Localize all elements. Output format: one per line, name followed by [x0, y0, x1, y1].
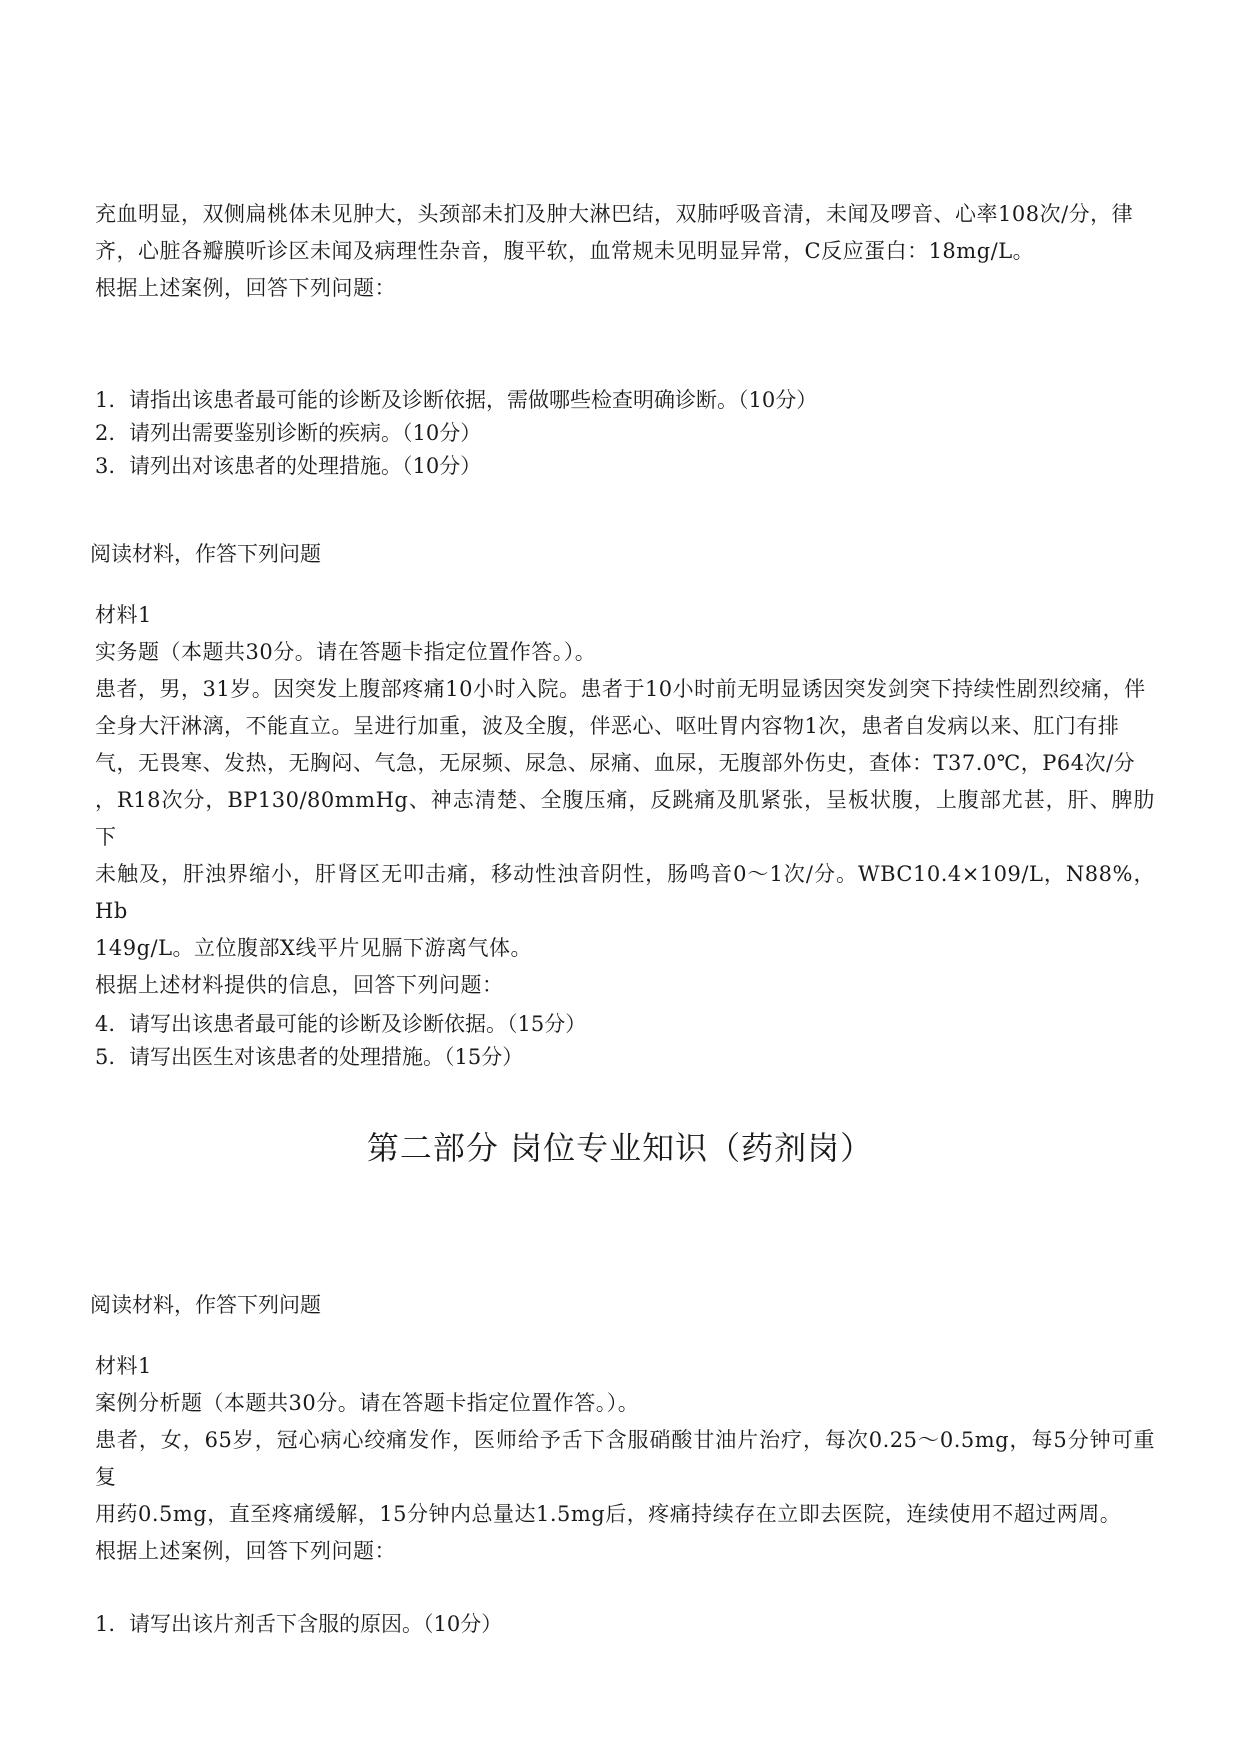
material-line: 气，无畏寒、发热，无胸闷、气急，无尿频、尿急、尿痛、血尿，无腹部外伤史，查体：T37.0℃，P64次/分: [95, 751, 1136, 775]
material-line: ，R18次分，BP130/80mmHg、神志清楚、全腹压痛，反跳痛及肌紧张，呈板状腹，上腹部尤甚，肝、脾肋下: [95, 788, 1155, 849]
material-line: 患者，女，65岁，冠心病心绞痛发作，医师给予舌下含服硝酸甘油片治疗，每次0.25～0.5mg，每5分钟可重复: [95, 1428, 1155, 1489]
material-type-line: 实务题（本题共30分。请在答题卡指定位置作答。）。: [95, 640, 597, 664]
case-tail-instruction: 根据上述案例，回答下列问题：: [95, 276, 396, 300]
material-line: 149g/L。立位腹部X线平片见膈下游离气体。: [95, 936, 532, 960]
material-line: 全身大汗淋漓，不能直立。呈进行加重，波及全腹，伴恶心、呕吐胃内容物1次，患者自发病以来、肛门有排: [95, 714, 1120, 738]
material-line: 患者，男，31岁。因突发上腹部疼痛10小时入院。患者于10小时前无明显诱因突发剑突下持续性剧烈绞痛，伴: [95, 677, 1146, 701]
material-type-line: 案例分析题（本题共30分。请在答题卡指定位置作答。）。: [95, 1391, 640, 1415]
case-tail-line-1: 充血明显，双侧扁桃体未见肿大，头颈部未扪及肿大淋巴结，双肺呼吸音清，未闻及啰音、心率108次/分，律: [95, 202, 1134, 226]
material-label: 材料1: [95, 1354, 152, 1378]
material-line: 用药0.5mg，直至疼痛缓解，15分钟内总量达1.5mg后，疼痛持续存在立即去医院，连续使用不超过两周。: [95, 1502, 1122, 1526]
material-label: 材料1: [95, 603, 152, 627]
material-line: 未触及，肝浊界缩小，肝肾区无叩击痛，移动性浊音阴性，肠鸣音0～1次/分。WBC10.4×109/L，N88%，Hb: [95, 862, 1155, 923]
question-list-a: [95, 384, 1155, 483]
question-list-b: [95, 1008, 1155, 1074]
reading-prompt: 阅读材料，作答下列问题: [90, 1293, 321, 1317]
question-item: 1. 请写出该片剂舌下含服的原因。（10分）: [95, 1612, 503, 1636]
question-item: 3. 请列出对该患者的处理措施。（10分）: [95, 454, 482, 478]
question-item: 2. 请列出需要鉴别诊断的疾病。（10分）: [95, 421, 482, 445]
case-tail-paragraph: [95, 196, 1155, 307]
question-item: 1. 请指出该患者最可能的诊断及诊断依据，需做哪些检查明确诊断。（10分）: [95, 388, 818, 412]
material-closing: 根据上述案例，回答下列问题：: [95, 1539, 396, 1563]
material-a: [95, 597, 1155, 1004]
question-list-c: [95, 1608, 1155, 1641]
question-item: 4. 请写出该患者最可能的诊断及诊断依据。（15分）: [95, 1012, 587, 1036]
material-closing: 根据上述材料提供的信息，回答下列问题：: [95, 973, 504, 997]
reading-prompt: 阅读材料，作答下列问题: [90, 542, 321, 566]
case-tail-line-2: 齐，心脏各瓣膜听诊区未闻及病理性杂音，腹平软，血常规未见明显异常，C反应蛋白：18mg/L。: [95, 239, 1035, 263]
section-heading: 第二部分 岗位专业知识（药剂岗）: [366, 1129, 874, 1167]
question-item: 5. 请写出医生对该患者的处理措施。（15分）: [95, 1045, 524, 1069]
material-b: [95, 1348, 1155, 1570]
